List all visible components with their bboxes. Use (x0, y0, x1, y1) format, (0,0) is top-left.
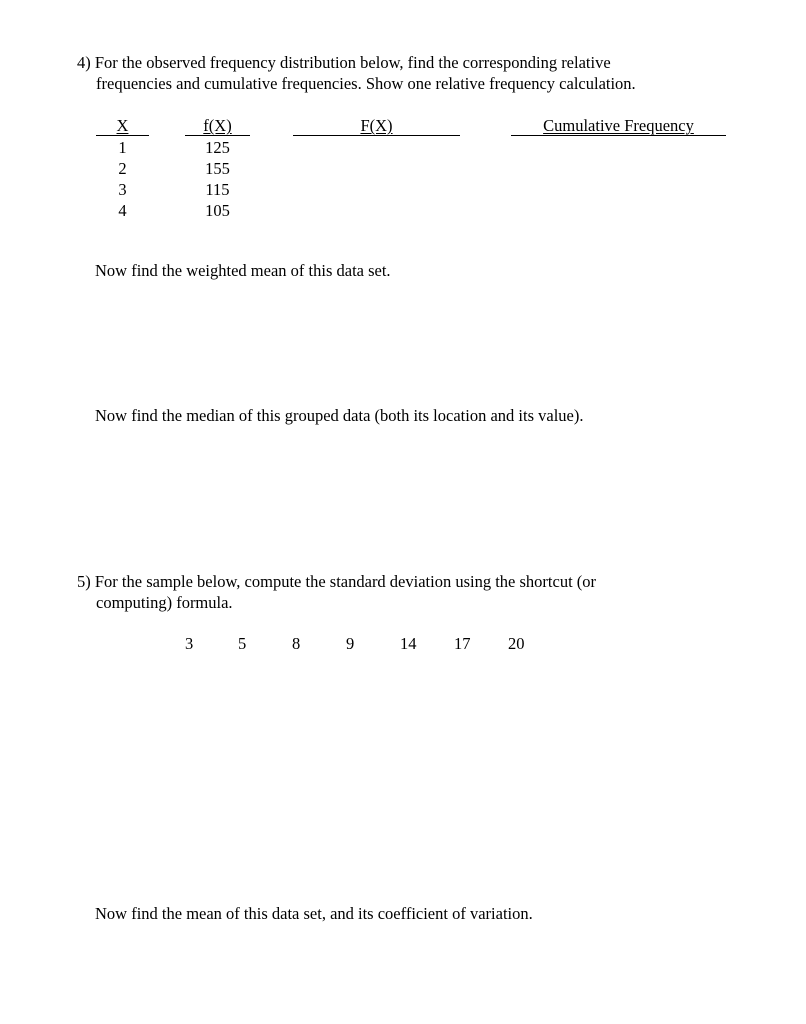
sample-value: 5 (238, 634, 247, 653)
question-4-text-line-2: frequencies and cumulative frequencies. Show one relative frequency calculation. (96, 74, 636, 93)
table-header-relative-frequency-label: F(X) (360, 116, 393, 135)
question-5-text-line-2: computing) formula. (96, 593, 233, 612)
table-cell-fx: 105 (205, 201, 230, 220)
sample-value: 17 (454, 634, 471, 653)
sample-value: 3 (185, 634, 194, 653)
table-cell-x: 3 (118, 180, 127, 199)
table-column-fx (185, 137, 250, 221)
table-cell-x: 1 (118, 138, 127, 157)
question-4-text-line-1: 4) For the observed frequency distribution below, find the corresponding relative (77, 53, 611, 72)
table-column-x (96, 137, 149, 221)
table-cell-fx: 155 (205, 159, 230, 178)
sample-value: 9 (346, 634, 355, 653)
table-header-cumulative-frequency-label: Cumulative Frequency (543, 116, 694, 135)
mean-cv-prompt: Now find the mean of this data set, and its coefficient of variation. (95, 904, 533, 923)
median-prompt: Now find the median of this grouped data (both its location and its value). (95, 406, 584, 425)
sample-value: 8 (292, 634, 301, 653)
table-header-cumulative-frequency (511, 116, 726, 136)
table-cell-x: 2 (118, 159, 127, 178)
table-cell-fx: 115 (205, 180, 230, 199)
table-header-x-label: X (116, 116, 129, 135)
weighted-mean-prompt: Now find the weighted mean of this data set. (95, 261, 391, 280)
table-cell-x: 4 (118, 201, 127, 220)
question-5-text-line-1: 5) For the sample below, compute the standard deviation using the shortcut (or (77, 572, 597, 591)
table-header-x (96, 116, 149, 136)
table-header-fx-label: f(X) (203, 116, 232, 135)
sample-value: 20 (508, 634, 525, 653)
table-header-relative-frequency (293, 116, 460, 136)
table-cell-fx: 125 (205, 138, 230, 157)
table-header-fx (185, 116, 250, 136)
sample-value: 14 (400, 634, 417, 653)
